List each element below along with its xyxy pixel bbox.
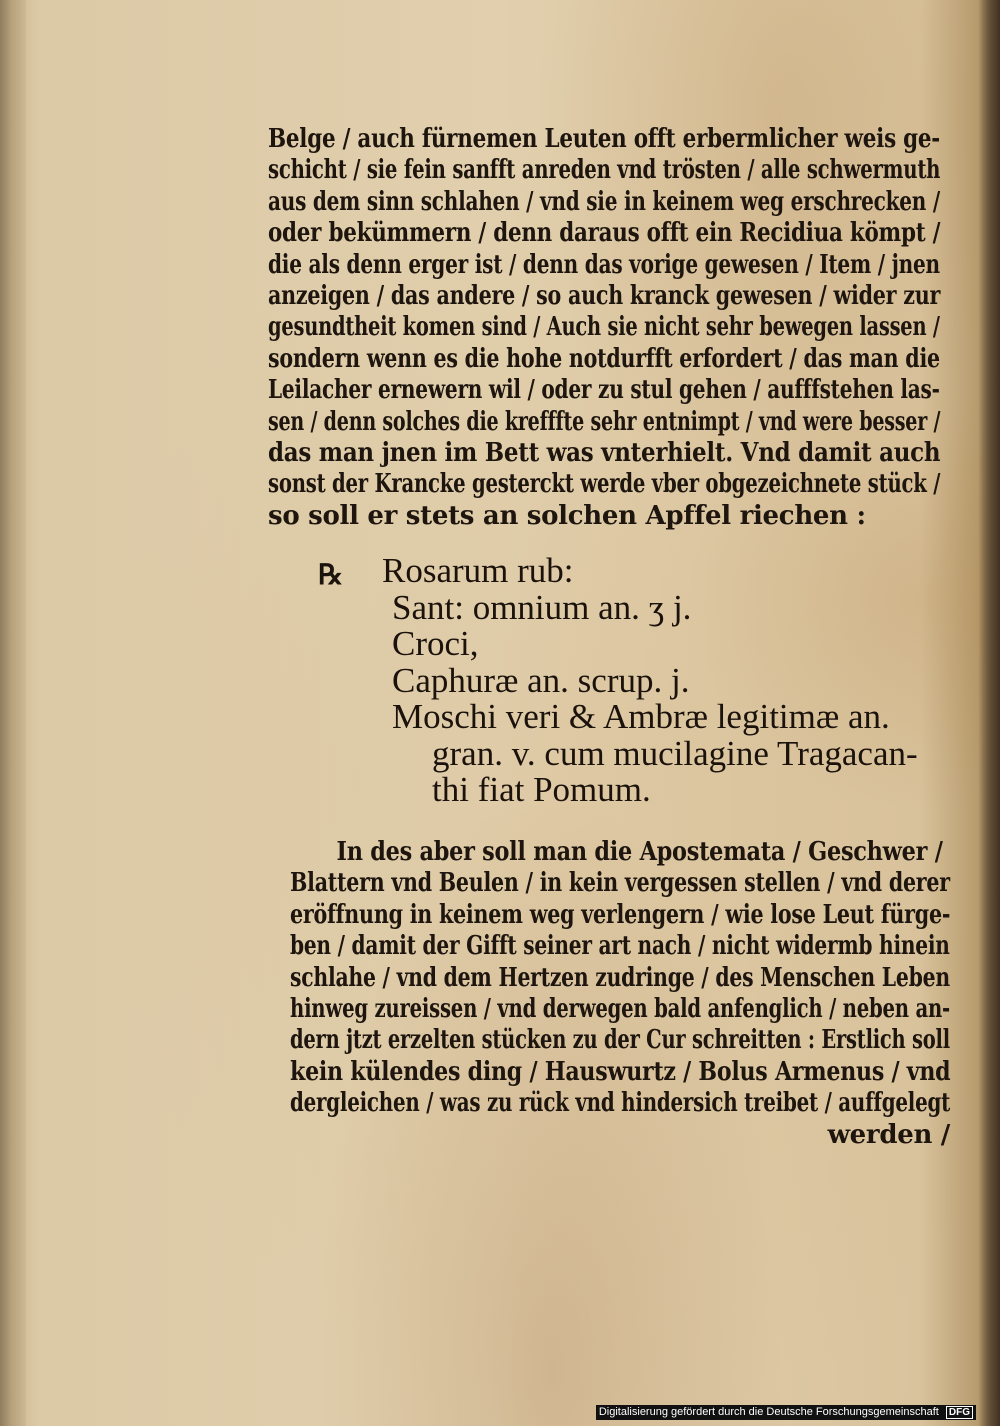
text-line: anzeigen / das andere / so auch kranck gewesen / wider zur: [268, 281, 941, 312]
page-edge: [978, 0, 1000, 1426]
recipe-symbol: ℞: [318, 558, 344, 591]
text-line: gesundtheit komen sind / Auch sie nicht sehr bewegen lassen /: [268, 312, 940, 343]
text-line: sondern wenn es die hohe notdurfft erfordert / das man die: [268, 343, 940, 374]
recipe-line: Caphuræ an. scrup. j.: [392, 660, 690, 700]
recipe-block: [318, 553, 958, 809]
recipe-line: thi fiat Pomum.: [432, 770, 651, 809]
text-line: aus dem sinn schlahen / vnd sie in keinem weg erschrecken /: [268, 186, 940, 217]
text-line: hinweg zureissen / vnd derwegen bald anfenglich / neben an-: [290, 994, 950, 1025]
text-line: dergleichen / was zu rück vnd hindersich treibet / auffgelegt: [290, 1088, 951, 1119]
text-line: schicht / sie fein sanfft anreden vnd trösten / alle schwermuth: [268, 155, 941, 186]
text-line: oder bekümmern / denn daraus offt ein Recidiua kömpt /: [268, 218, 941, 249]
catchword: werden /: [827, 1119, 950, 1150]
recipe-line: Sant: omnium an. ʒ j.: [392, 587, 692, 627]
text-line: das man jnen im Bett was vnterhielt. Vnd damit auch: [268, 438, 941, 469]
credit-text: Digitalisierung gefördert durch die Deutsche Forschungsgemeinschaft: [598, 1406, 939, 1418]
text-line: In des aber soll man die Apostemata / Geschwer /: [336, 837, 943, 867]
recipe-line: Moschi veri & Ambræ legitimæ an.: [392, 697, 890, 736]
text-line: eröffnung in keinem weg verlengern / wie lose Leut fürge-: [290, 899, 951, 930]
digitization-credit: [596, 1405, 976, 1420]
dfg-logo: DFG: [946, 1406, 973, 1419]
text-line: Belge / auch fürnemen Leuten offt erbermlicher weis ge-: [268, 124, 940, 154]
paragraph-1: [268, 124, 940, 532]
recipe-line: Rosarum rub:: [382, 551, 574, 590]
text-line: schlahe / vnd dem Hertzen zudringe / des Menschen Leben: [290, 962, 950, 993]
paragraph-2: [290, 837, 950, 1151]
text-line: Blattern vnd Beulen / in kein vergessen stellen / vnd derer: [290, 868, 950, 899]
text-line: dern jtzt erzelten stücken zu der Cur schreitten : Erstlich soll: [290, 1025, 950, 1056]
text-line: so soll er stets an solchen Apffel riechen :: [268, 500, 866, 531]
text-line: ben / damit der Gifft seiner art nach / nicht widermb hinein: [290, 931, 950, 962]
page-binding: [0, 0, 26, 1426]
text-line: kein külendes ding / Hauswurtz / Bolus Armenus / vnd: [290, 1056, 951, 1087]
recipe-line: Croci,: [392, 624, 479, 663]
text-line: sen / denn solches die krefffte sehr entnimpt / vnd were besser /: [268, 406, 941, 437]
text-line: die als denn erger ist / denn das vorige gewesen / Item / jnen: [268, 249, 940, 280]
text-line: sonst der Krancke gesterckt werde vber obgezeichnete stück /: [268, 469, 941, 500]
text-line: Leilacher ernewern wil / oder zu stul gehen / aufffstehen las-: [268, 375, 940, 406]
recipe-line: gran. v. cum mucilagine Tragacan-: [432, 733, 918, 773]
